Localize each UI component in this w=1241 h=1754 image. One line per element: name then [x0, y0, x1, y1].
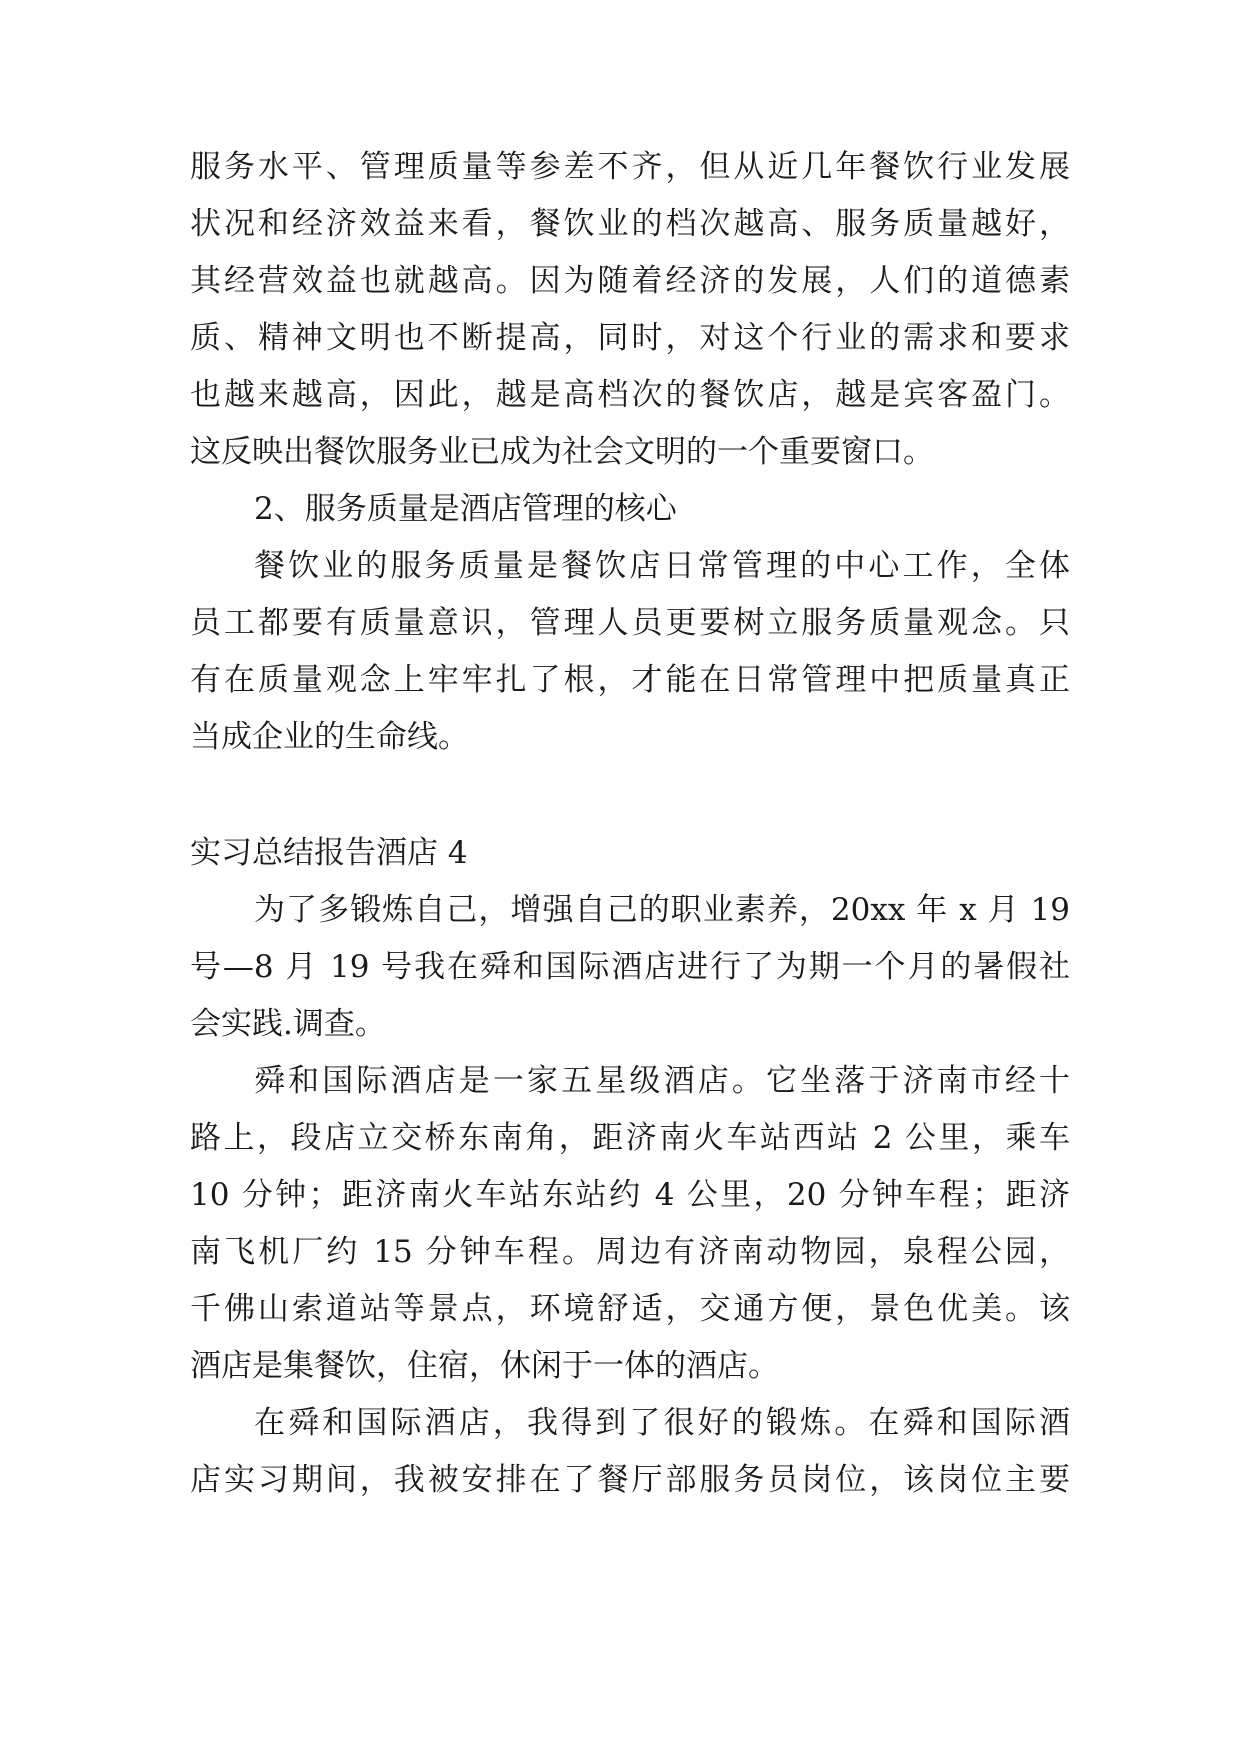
paragraph-line: 员工都要有质量意识，管理人员更要树立服务质量观念。只	[190, 605, 1070, 641]
section-title: 实习总结报告酒店 4	[190, 835, 468, 871]
paragraph-line: 餐饮业的服务质量是餐饮店日常管理的中心工作，全体	[254, 548, 1070, 584]
paragraph-line: 当成企业的生命线。	[190, 719, 469, 755]
subsection-heading: 2、服务质量是酒店管理的核心	[254, 491, 677, 527]
paragraph-line: 其经营效益也就越高。因为随着经济的发展，人们的道德素	[190, 263, 1070, 299]
paragraph-line: 在舜和国际酒店，我得到了很好的锻炼。在舜和国际酒	[254, 1405, 1070, 1441]
paragraph-line: 南飞机厂约 15 分钟车程。周边有济南动物园，泉程公园，	[190, 1234, 1070, 1270]
paragraph-line: 舜和国际酒店是一家五星级酒店。它坐落于济南市经十	[254, 1063, 1070, 1099]
paragraph-line: 有在质量观念上牢牢扎了根，才能在日常管理中把质量真正	[190, 662, 1070, 698]
paragraph-line: 也越来越高，因此，越是高档次的餐饮店，越是宾客盈门。	[190, 377, 1070, 413]
paragraph-line: 千佛山索道站等景点，环境舒适，交通方便，景色优美。该	[190, 1291, 1070, 1327]
paragraph-line: 会实践.调查。	[190, 1006, 386, 1042]
paragraph-line: 店实习期间，我被安排在了餐厅部服务员岗位，该岗位主要	[190, 1462, 1070, 1498]
paragraph-line: 酒店是集餐饮，住宿，休闲于一体的酒店。	[190, 1348, 779, 1384]
paragraph-line: 这反映出餐饮服务业已成为社会文明的一个重要窗口。	[190, 434, 934, 470]
paragraph-line: 服务水平、管理质量等参差不齐，但从近几年餐饮行业发展	[190, 149, 1070, 185]
paragraph-line: 10 分钟；距济南火车站东站约 4 公里，20 分钟车程；距济	[190, 1177, 1070, 1213]
paragraph-line: 为了多锻炼自己，增强自己的职业素养，20xx 年 x 月 19	[254, 892, 1070, 928]
paragraph-line: 号—8 月 19 号我在舜和国际酒店进行了为期一个月的暑假社	[190, 949, 1070, 985]
paragraph-line: 状况和经济效益来看，餐饮业的档次越高、服务质量越好，	[190, 206, 1070, 242]
paragraph-line: 质、精神文明也不断提高，同时，对这个行业的需求和要求	[190, 320, 1070, 356]
paragraph-line: 路上，段店立交桥东南角，距济南火车站西站 2 公里，乘车	[190, 1120, 1070, 1156]
